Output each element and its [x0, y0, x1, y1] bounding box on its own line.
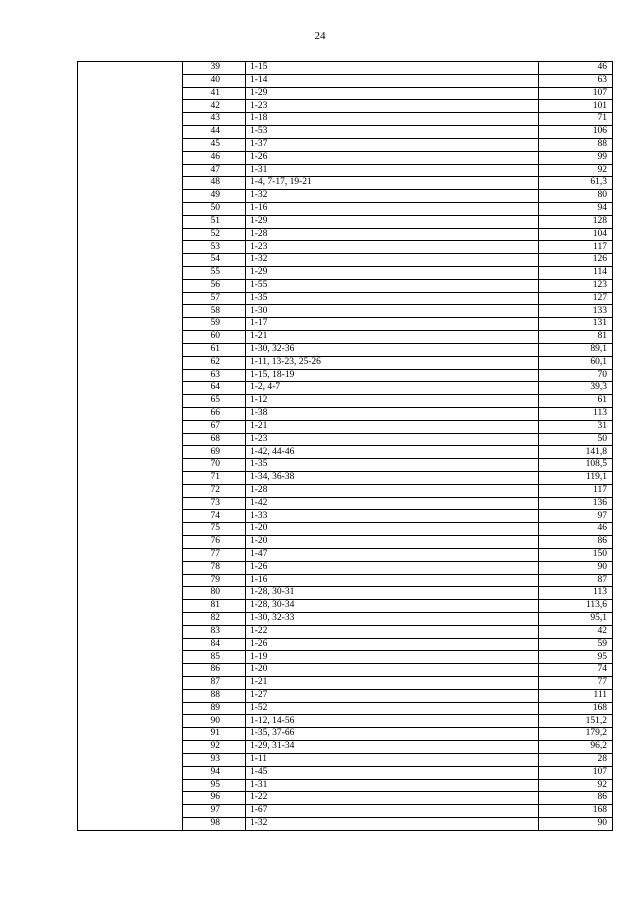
- row-number: 41: [183, 87, 246, 100]
- row-number: 86: [183, 664, 246, 677]
- row-number: 43: [183, 113, 246, 126]
- row-value: 86: [539, 792, 613, 805]
- row-value: 71: [539, 113, 613, 126]
- row-range: 1-35: [246, 292, 539, 305]
- row-number: 64: [183, 382, 246, 395]
- row-range: 1-32: [246, 817, 539, 830]
- row-range: 1-17: [246, 318, 539, 331]
- row-value: 141,8: [539, 446, 613, 459]
- row-range: 1-29: [246, 267, 539, 280]
- row-number: 72: [183, 484, 246, 497]
- row-number: 45: [183, 138, 246, 151]
- row-number: 70: [183, 459, 246, 472]
- table-body: [78, 62, 613, 831]
- row-range: 1-27: [246, 689, 539, 702]
- row-range: 1-23: [246, 100, 539, 113]
- row-value: 168: [539, 805, 613, 818]
- row-value: 131: [539, 318, 613, 331]
- row-number: 51: [183, 215, 246, 228]
- row-value: 107: [539, 87, 613, 100]
- row-value: 106: [539, 126, 613, 139]
- row-value: 95,1: [539, 612, 613, 625]
- row-range: 1-42: [246, 497, 539, 510]
- row-range: 1-45: [246, 766, 539, 779]
- row-value: 31: [539, 420, 613, 433]
- row-value: 92: [539, 164, 613, 177]
- row-range: 1-29: [246, 87, 539, 100]
- row-value: 97: [539, 510, 613, 523]
- row-number: 60: [183, 331, 246, 344]
- row-number: 90: [183, 715, 246, 728]
- row-number: 48: [183, 177, 246, 190]
- row-range: 1-21: [246, 331, 539, 344]
- row-value: 92: [539, 779, 613, 792]
- row-number: 68: [183, 433, 246, 446]
- row-range: 1-28: [246, 484, 539, 497]
- row-number: 52: [183, 228, 246, 241]
- row-value: 86: [539, 536, 613, 549]
- blank-merged-cell: [78, 62, 183, 831]
- row-value: 63: [539, 74, 613, 87]
- row-range: 1-37: [246, 138, 539, 151]
- row-range: 1-55: [246, 279, 539, 292]
- row-value: 46: [539, 523, 613, 536]
- data-table: [77, 61, 613, 831]
- row-value: 113: [539, 407, 613, 420]
- row-number: 91: [183, 728, 246, 741]
- row-number: 94: [183, 766, 246, 779]
- row-number: 71: [183, 472, 246, 485]
- row-number: 75: [183, 523, 246, 536]
- row-value: 99: [539, 151, 613, 164]
- row-range: 1-14: [246, 74, 539, 87]
- row-value: 114: [539, 267, 613, 280]
- row-range: 1-2, 4-7: [246, 382, 539, 395]
- row-number: 63: [183, 369, 246, 382]
- row-value: 113,6: [539, 600, 613, 613]
- row-range: 1-15, 18-19: [246, 369, 539, 382]
- row-range: 1-52: [246, 702, 539, 715]
- row-range: 1-29, 31-34: [246, 741, 539, 754]
- row-range: 1-28: [246, 228, 539, 241]
- row-range: 1-32: [246, 190, 539, 203]
- row-value: 87: [539, 574, 613, 587]
- row-number: 67: [183, 420, 246, 433]
- row-range: 1-32: [246, 254, 539, 267]
- row-value: 133: [539, 305, 613, 318]
- row-range: 1-26: [246, 151, 539, 164]
- row-number: 47: [183, 164, 246, 177]
- row-range: 1-26: [246, 638, 539, 651]
- row-value: 61: [539, 395, 613, 408]
- row-range: 1-38: [246, 407, 539, 420]
- row-range: 1-28, 30-31: [246, 587, 539, 600]
- row-number: 89: [183, 702, 246, 715]
- row-range: 1-29: [246, 215, 539, 228]
- row-value: 150: [539, 548, 613, 561]
- row-range: 1-34, 36-38: [246, 472, 539, 485]
- row-number: 92: [183, 741, 246, 754]
- row-value: 89,1: [539, 343, 613, 356]
- row-number: 65: [183, 395, 246, 408]
- row-number: 74: [183, 510, 246, 523]
- row-range: 1-23: [246, 241, 539, 254]
- row-range: 1-30: [246, 305, 539, 318]
- row-number: 93: [183, 753, 246, 766]
- row-range: 1-28, 30-34: [246, 600, 539, 613]
- row-range: 1-26: [246, 561, 539, 574]
- row-number: 77: [183, 548, 246, 561]
- row-number: 58: [183, 305, 246, 318]
- row-range: 1-15: [246, 62, 539, 75]
- row-number: 39: [183, 62, 246, 75]
- row-value: 74: [539, 664, 613, 677]
- row-value: 80: [539, 190, 613, 203]
- row-number: 79: [183, 574, 246, 587]
- row-number: 88: [183, 689, 246, 702]
- row-number: 42: [183, 100, 246, 113]
- row-value: 59: [539, 638, 613, 651]
- row-range: 1-53: [246, 126, 539, 139]
- row-range: 1-20: [246, 523, 539, 536]
- row-number: 76: [183, 536, 246, 549]
- row-range: 1-47: [246, 548, 539, 561]
- row-value: 50: [539, 433, 613, 446]
- row-value: 96,2: [539, 741, 613, 754]
- row-number: 82: [183, 612, 246, 625]
- row-number: 49: [183, 190, 246, 203]
- row-value: 127: [539, 292, 613, 305]
- row-value: 117: [539, 241, 613, 254]
- row-range: 1-22: [246, 625, 539, 638]
- row-number: 84: [183, 638, 246, 651]
- row-number: 61: [183, 343, 246, 356]
- row-range: 1-20: [246, 664, 539, 677]
- row-number: 69: [183, 446, 246, 459]
- row-value: 108,5: [539, 459, 613, 472]
- row-value: 117: [539, 484, 613, 497]
- row-value: 95: [539, 651, 613, 664]
- row-number: 53: [183, 241, 246, 254]
- row-range: 1-22: [246, 792, 539, 805]
- row-value: 70: [539, 369, 613, 382]
- row-value: 168: [539, 702, 613, 715]
- row-range: 1-19: [246, 651, 539, 664]
- row-value: 81: [539, 331, 613, 344]
- row-value: 88: [539, 138, 613, 151]
- row-range: 1-35, 37-66: [246, 728, 539, 741]
- row-range: 1-11: [246, 753, 539, 766]
- row-range: 1-16: [246, 574, 539, 587]
- row-value: 119,1: [539, 472, 613, 485]
- row-value: 60,1: [539, 356, 613, 369]
- row-value: 28: [539, 753, 613, 766]
- row-number: 96: [183, 792, 246, 805]
- row-value: 90: [539, 561, 613, 574]
- page-number: 24: [314, 30, 326, 42]
- row-number: 62: [183, 356, 246, 369]
- row-number: 83: [183, 625, 246, 638]
- row-number: 54: [183, 254, 246, 267]
- row-range: 1-30, 32-33: [246, 612, 539, 625]
- row-number: 98: [183, 817, 246, 830]
- row-value: 107: [539, 766, 613, 779]
- row-number: 73: [183, 497, 246, 510]
- row-number: 78: [183, 561, 246, 574]
- row-value: 77: [539, 677, 613, 690]
- row-range: 1-67: [246, 805, 539, 818]
- row-value: 42: [539, 625, 613, 638]
- table-row: [78, 62, 613, 75]
- row-range: 1-11, 13-23, 25-26: [246, 356, 539, 369]
- row-number: 87: [183, 677, 246, 690]
- row-range: 1-31: [246, 779, 539, 792]
- row-number: 55: [183, 267, 246, 280]
- row-value: 179,2: [539, 728, 613, 741]
- row-range: 1-31: [246, 164, 539, 177]
- row-value: 94: [539, 202, 613, 215]
- row-number: 57: [183, 292, 246, 305]
- row-range: 1-18: [246, 113, 539, 126]
- row-range: 1-21: [246, 677, 539, 690]
- row-value: 111: [539, 689, 613, 702]
- row-number: 95: [183, 779, 246, 792]
- row-range: 1-30, 32-36: [246, 343, 539, 356]
- row-number: 40: [183, 74, 246, 87]
- row-range: 1-4, 7-17, 19-21: [246, 177, 539, 190]
- row-number: 56: [183, 279, 246, 292]
- row-number: 85: [183, 651, 246, 664]
- row-value: 101: [539, 100, 613, 113]
- row-range: 1-16: [246, 202, 539, 215]
- row-number: 66: [183, 407, 246, 420]
- row-range: 1-23: [246, 433, 539, 446]
- row-value: 128: [539, 215, 613, 228]
- row-number: 46: [183, 151, 246, 164]
- row-range: 1-20: [246, 536, 539, 549]
- row-range: 1-12, 14-56: [246, 715, 539, 728]
- row-range: 1-21: [246, 420, 539, 433]
- row-value: 104: [539, 228, 613, 241]
- row-range: 1-35: [246, 459, 539, 472]
- row-value: 46: [539, 62, 613, 75]
- row-value: 126: [539, 254, 613, 267]
- row-value: 61,3: [539, 177, 613, 190]
- row-range: 1-42, 44-46: [246, 446, 539, 459]
- row-number: 59: [183, 318, 246, 331]
- row-range: 1-33: [246, 510, 539, 523]
- row-value: 39,3: [539, 382, 613, 395]
- row-value: 123: [539, 279, 613, 292]
- row-number: 50: [183, 202, 246, 215]
- row-value: 113: [539, 587, 613, 600]
- row-value: 151,2: [539, 715, 613, 728]
- row-range: 1-12: [246, 395, 539, 408]
- row-number: 97: [183, 805, 246, 818]
- row-number: 44: [183, 126, 246, 139]
- row-value: 136: [539, 497, 613, 510]
- row-number: 80: [183, 587, 246, 600]
- row-value: 90: [539, 817, 613, 830]
- row-number: 81: [183, 600, 246, 613]
